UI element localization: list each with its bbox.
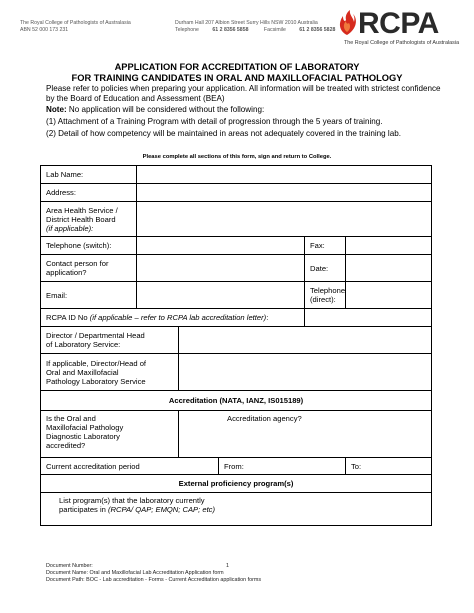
row-email: [41, 282, 432, 309]
row-telephone: [41, 237, 432, 255]
org-phones: [175, 27, 335, 34]
contact-field[interactable]: [137, 255, 305, 282]
date-field[interactable]: [346, 255, 432, 282]
contact-label: [41, 255, 137, 282]
flame-mark-icon: [336, 9, 358, 37]
form-title-line1: APPLICATION FOR ACCREDITATION OF LABORATORY: [114, 62, 360, 72]
tel-direct-line1: Telephone: [310, 286, 346, 295]
director-label: [41, 327, 179, 354]
row-omp-director: [41, 354, 432, 391]
address-label: Address:: [41, 184, 137, 202]
rcpa-logo: [336, 9, 460, 55]
row-external-header: [41, 475, 432, 493]
org-name: The Royal College of Pathologists of Australasia: [20, 20, 131, 26]
document-footer: [46, 563, 261, 584]
omp-director-label: [41, 354, 179, 391]
director-line1: Director / Departmental Head: [46, 331, 145, 340]
list-programs-prefix: participates in: [59, 505, 108, 514]
lab-name-label: Lab Name:: [41, 166, 137, 184]
email-label: Email:: [41, 282, 137, 309]
area-health-line2: District Health Board: [46, 214, 116, 224]
org-abn: ABN 52 000 173 231: [20, 27, 69, 34]
area-health-field[interactable]: [137, 202, 432, 237]
note-text: No application will be considered without the following:: [66, 105, 265, 114]
org-info: [20, 20, 131, 34]
form-instructions: Please complete all sections of this form, sign and return to College.: [142, 154, 332, 160]
omp-director-field[interactable]: [179, 354, 432, 391]
to-field[interactable]: [346, 458, 432, 475]
is-accredited-line2: Maxillofacial Pathology: [46, 423, 124, 432]
row-is-accredited: [41, 411, 432, 458]
is-accredited-line1: Is the Oral and: [46, 414, 96, 423]
director-field[interactable]: [179, 327, 432, 354]
requirement-2: (2) Detail of how competency will be maintained in areas not adequately covered in the training lab.: [46, 129, 401, 138]
area-health-line3: (if applicable):: [46, 223, 94, 233]
is-accredited-line4: accredited?: [46, 441, 86, 450]
org-address: Durham Hall 207 Albion Street Surry Hills NSW 2010 Australia: [175, 20, 318, 26]
note-paragraph: [46, 105, 446, 115]
list-programs-line2: [59, 505, 426, 514]
tel-direct-label: [305, 282, 346, 309]
page-number: 1: [226, 563, 229, 569]
area-health-label: [41, 202, 137, 237]
row-address: [41, 184, 432, 202]
row-contact: [41, 255, 432, 282]
tel-direct-line2: (direct):: [310, 295, 336, 304]
row-accreditation-header: [41, 391, 432, 411]
accreditation-header: Accreditation (NATA, IANZ, IS015189): [41, 391, 432, 411]
list-programs-line1: List program(s) that the laboratory currently: [59, 496, 205, 505]
fax-field[interactable]: [346, 237, 432, 255]
from-field[interactable]: [219, 458, 346, 475]
accreditation-agency-field[interactable]: [179, 411, 432, 458]
list-programs-field[interactable]: [41, 493, 432, 526]
logo-subtitle: The Royal College of Pathologists of Australasia: [344, 40, 460, 46]
fax-label-cell: Fax:: [305, 237, 346, 255]
tel-direct-field[interactable]: [346, 282, 432, 309]
rcpa-id-italic: (if applicable – refer to RCPA lab accreditation letter): [89, 313, 267, 322]
row-list-programs: [41, 493, 432, 526]
is-accredited-line3: Diagnostic Laboratory: [46, 432, 120, 441]
omp-director-line1: If applicable, Director/Head of: [46, 358, 147, 368]
requirement-1: (1) Attachment of a Training Program with detail of progression through the 5 years of training.: [46, 117, 383, 126]
from-label: From:: [224, 461, 244, 471]
row-lab-name: [41, 166, 432, 184]
fax-label: Facsimile: [263, 27, 286, 34]
note-label: Note:: [46, 105, 67, 114]
rcpa-id-suffix: :: [266, 313, 269, 322]
doc-path: Document Path: BOC - Lab accreditation - Forms - Current Accreditation application forms: [46, 577, 262, 583]
rcpa-id-field[interactable]: [305, 309, 432, 327]
list-programs-examples: (RCPA/ QAP; EMQN; CAP; etc): [107, 505, 216, 514]
form-title-line2: FOR TRAINING CANDIDATES IN ORAL AND MAXILLOFACIAL PATHOLOGY: [71, 73, 403, 83]
application-form-table: [40, 165, 432, 526]
accreditation-agency-label: Accreditation agency?: [227, 414, 302, 423]
rcpa-id-prefix: RCPA ID No: [46, 313, 90, 322]
date-label: Date:: [305, 255, 346, 282]
director-line2: of Laboratory Service:: [46, 340, 121, 349]
rcpa-id-label: [41, 309, 305, 327]
contact-line1: Contact person for: [46, 259, 109, 268]
row-rcpa-id: [41, 309, 432, 327]
row-area-health: [41, 202, 432, 237]
row-director: [41, 327, 432, 354]
fax-value: 61 2 8356 5828: [299, 27, 336, 34]
telephone-field[interactable]: [137, 237, 305, 255]
omp-director-line3: Pathology Laboratory Service: [46, 376, 146, 386]
omp-director-line2: Oral and Maxillofacial: [46, 367, 119, 377]
doc-name: Document Name: Oral and Maxillofacial Lab Accreditation Application form: [46, 570, 224, 576]
current-period-label: Current accreditation period: [41, 458, 219, 475]
email-field[interactable]: [137, 282, 305, 309]
doc-number: Document Number:: [46, 563, 93, 569]
phone-label: Telephone: [175, 27, 199, 34]
lab-name-field[interactable]: [137, 166, 432, 184]
telephone-label: Telephone (switch):: [41, 237, 137, 255]
contact-line2: application?: [46, 268, 87, 277]
intro-paragraph: Please refer to policies when preparing your application. All information will be treated with strictest confidence by the Board of Education and Assessment (BEA): [46, 84, 441, 104]
external-proficiency-header: External proficiency program(s): [41, 475, 432, 493]
area-health-line1: Area Health Service /: [46, 205, 118, 215]
logo-text: RCPA: [358, 7, 439, 40]
to-label: To:: [351, 461, 362, 471]
address-field[interactable]: [137, 184, 432, 202]
is-accredited-label: [41, 411, 179, 458]
row-accreditation-period: [41, 458, 432, 475]
org-contact: [175, 20, 335, 34]
phone-value: 61 2 8356 5858: [212, 27, 249, 34]
